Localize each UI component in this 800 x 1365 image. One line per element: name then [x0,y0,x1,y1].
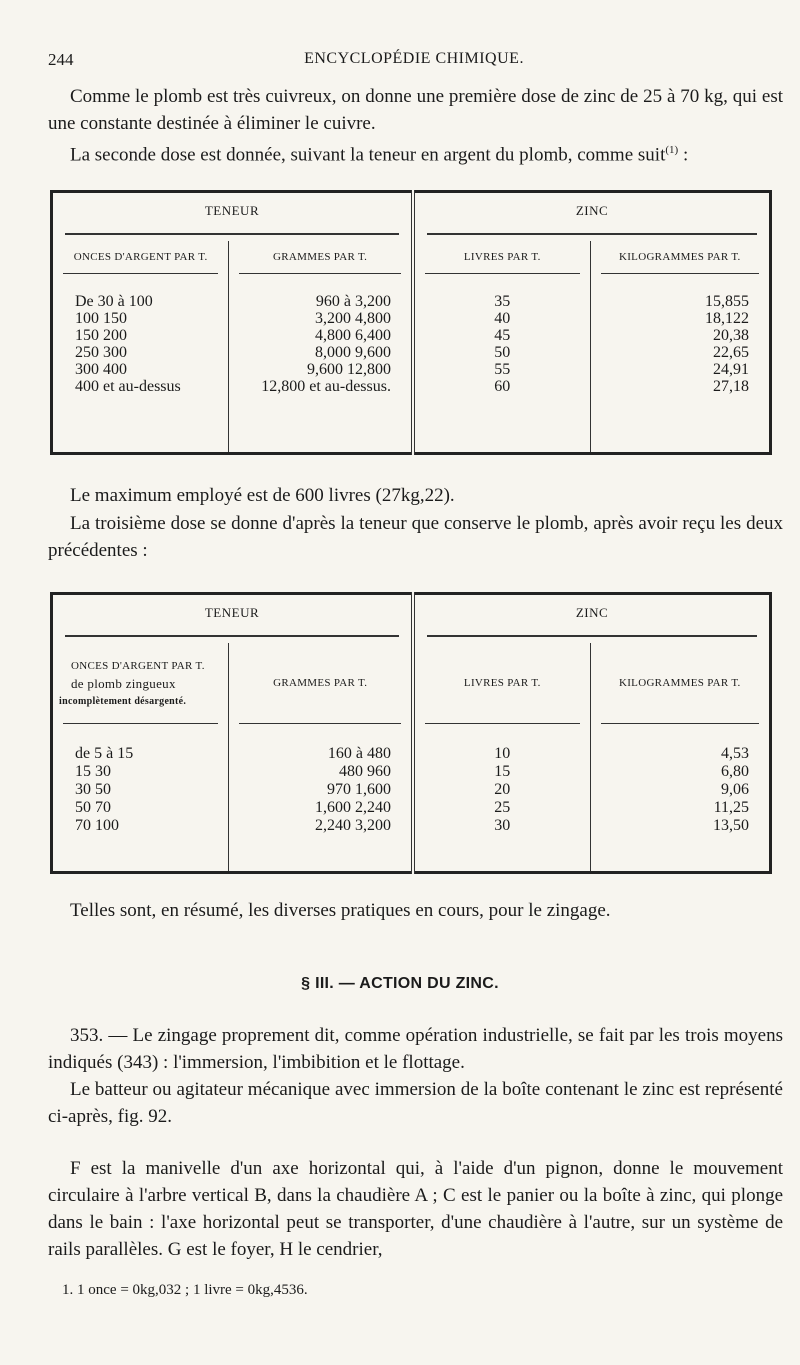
table-cell: 50 70 [75,799,111,816]
table2-col-kilogrammes: KILOGRAMMES PAR T. [590,643,770,723]
page-number: 244 [48,50,74,69]
intro-paragraph-2 [48,137,783,168]
footnote: 1. 1 once = 0kg,032 ; 1 livre = 0kg,4536. [62,1282,308,1298]
table-cell: 11,25 [713,799,749,816]
table1-livres-column [413,285,590,454]
table-cell: 9,600 12,800 [306,361,391,378]
table-cell: 22,65 [713,344,749,361]
table-cell: 2,240 3,200 [315,817,391,834]
table-cell: 60 [494,378,511,395]
table2-col-onces-line1: ONCES D'ARGENT PAR T. [71,659,205,672]
table-cell: 20 [494,781,511,798]
table-cell: 18,122 [705,310,749,327]
table1-grammes-column [229,285,413,454]
section-heading: § III. — ACTION DU ZINC. [301,975,499,992]
table1-group-zinc: ZINC [413,192,771,234]
table-cell: 13,50 [713,817,749,834]
table-cell: 70 100 [75,817,119,834]
intro-paragraph-2-text: La seconde dose est donnée, suivant la teneur en argent du plomb, comme suit [70,144,666,166]
table-cell: 8,000 9,600 [314,344,391,361]
table-cell: de 5 à 15 [75,745,134,762]
intro-paragraph-1: Comme le plomb est très cuivreux, on donne une première dose de zinc de 25 à 70 kg, qui est une constante destinée à éliminer le cuivre. [48,86,783,134]
table-cell: 960 à 3,200 [315,293,391,310]
table-cell: 30 [494,817,511,834]
zinc-dose-table-1 [50,190,772,455]
table-cell: 12,800 et au-dessus. [261,378,391,395]
mid-paragraph-2: La troisième dose se donne d'après la teneur que conserve le plomb, après avoir reçu les deux précédentes : [48,513,783,561]
footnote-marker: (1) [665,144,679,156]
summary-paragraph: Telles sont, en résumé, les diverses pratiques en cours, pour le zingage. [70,900,611,921]
table-cell: 24,91 [713,361,749,378]
table-cell: 45 [494,327,511,344]
table-cell: 10 [494,745,511,762]
table2-col-onces-line2: de plomb zingueux [71,675,176,691]
table1-kilogrammes-column [590,285,770,454]
table-cell: 4,800 6,400 [314,327,391,344]
table-cell: 100 150 [75,310,127,327]
body-paragraph-2: Le batteur ou agitateur mécanique avec immersion de la boîte contenant le zinc est représenté ci-après, fig. 92. [48,1079,783,1127]
table-cell: 20,38 [713,327,749,344]
table-cell: 15 [494,763,511,780]
zinc-dose-table-2 [50,592,772,874]
table1-col-grammes: GRAMMES PAR T. [229,241,413,273]
table-cell: 480 960 [339,763,391,780]
table2-group-teneur: TENEUR [204,605,260,620]
table-cell: 30 50 [75,781,111,798]
table-cell: 160 à 480 [327,745,391,762]
table2-kilogrammes-column [590,735,770,873]
table-cell: 27,18 [713,378,749,395]
table-cell: 300 400 [75,361,127,378]
table2-onces-column [52,735,229,873]
table-cell: De 30 à 100 [75,293,153,310]
table-cell: 3,200 4,800 [314,310,391,327]
table-cell: 4,53 [721,745,749,762]
table-cell: 6,80 [721,763,749,780]
table-cell: 25 [494,799,511,816]
table-cell: 55 [494,361,511,378]
table1-col-livres: LIVRES PAR T. [413,241,590,273]
table-cell: 250 300 [75,344,127,361]
table2-col-livres: LIVRES PAR T. [413,643,590,723]
table2-group-zinc: ZINC [413,594,771,636]
table-cell: 9,06 [721,781,749,798]
table2-col-onces [52,643,229,723]
table1-onces-column [52,285,229,454]
table1-group-teneur: TENEUR [204,203,260,218]
table1-col-onces: ONCES D'ARGENT PAR T. [73,251,208,263]
page-header [48,50,780,74]
table-cell: 150 200 [75,327,127,344]
table2-col-grammes: GRAMMES PAR T. [229,643,413,723]
intro-paragraph-2-end: : [678,144,689,166]
body-paragraph-3: F est la manivelle d'un axe horizontal qui, à l'aide d'un pignon, donne le mouvement circulaire à l'arbre vertical B, dans la chaudière A ; C est le panier ou la boîte à zinc, qui plonge dans le bain : l'axe horizontal peut se transporter, d'une chaudière à l'autre, sur un système de rails parallèles. G est le foyer, H le cendrier, [48,1158,783,1260]
table-cell: 15 30 [75,763,111,780]
table-cell: 970 1,600 [327,781,391,798]
table2-livres-column [413,735,590,873]
table-cell: 1,600 2,240 [315,799,391,816]
table1-col-kilogrammes: KILOGRAMMES PAR T. [590,241,770,273]
table-cell: 400 et au-dessus [75,378,181,395]
body-paragraph-1: 353. — Le zingage proprement dit, comme opération industrielle, se fait par les trois moyens indiqués (343) : l'immersion, l'imbibition et le flottage. [48,1025,783,1073]
table2-col-onces-line3: incomplètement désargenté. [59,695,187,707]
mid-paragraph-1: Le maximum employé est de 600 livres (27kg,22). [70,485,455,506]
table-cell: 35 [494,293,511,310]
table-cell: 50 [494,344,511,361]
table2-grammes-column [229,735,413,873]
table-cell: 40 [494,310,511,327]
table-cell: 15,855 [705,293,749,310]
running-title: ENCYCLOPÉDIE CHIMIQUE. [304,50,524,67]
